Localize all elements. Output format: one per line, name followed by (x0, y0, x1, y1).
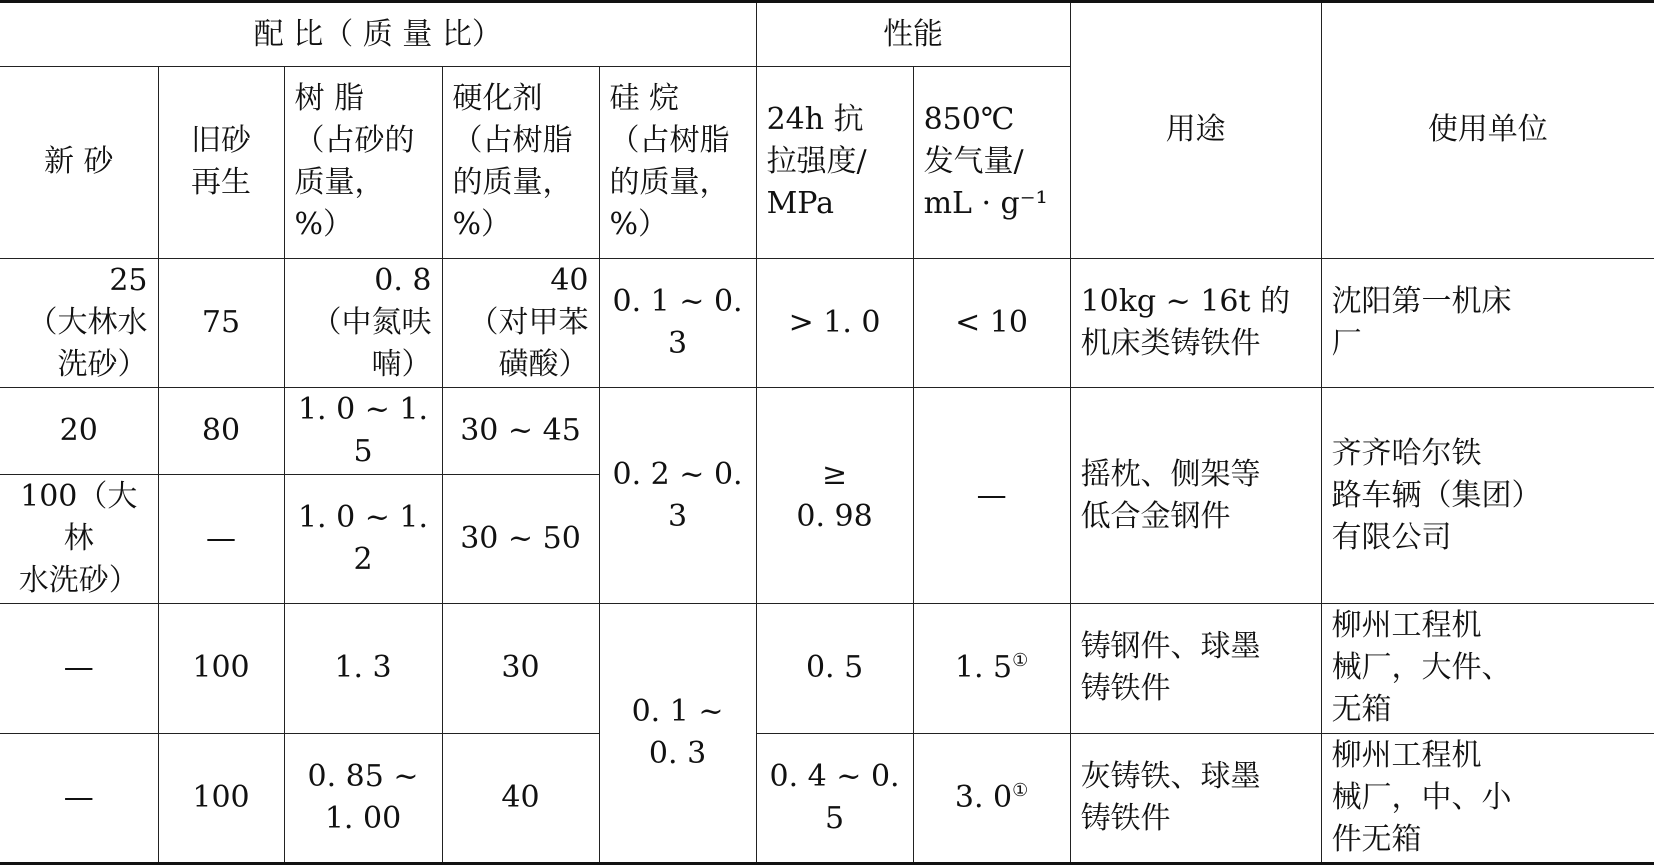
cell-resin: 1. 0 ~ 1. 2 (284, 474, 442, 603)
cell-silane: 0. 2 ~ 0. 3 (599, 388, 756, 604)
header-silane: 硅 烷 （占树脂 的质量， %） (599, 67, 756, 259)
cell-old-sand: — (158, 474, 284, 603)
cell-hardener: 30 ~ 45 (442, 388, 599, 475)
cell-old-sand: 75 (158, 258, 284, 387)
cell-resin: 1. 0 ~ 1. 5 (284, 388, 442, 475)
table-row (0, 258, 1654, 387)
cell-user-unit: 柳州工程机 械厂，大件、 无箱 (1321, 604, 1654, 733)
header-old-sand: 旧砂 再生 (158, 67, 284, 259)
table-row (0, 604, 1654, 733)
cell-tensile-strength: 0. 5 (756, 604, 913, 733)
cell-resin: 0. 85 ~ 1. 00 (284, 733, 442, 863)
cell-old-sand: 80 (158, 388, 284, 475)
cell-usage: 灰铸铁、球墨 铸铁件 (1070, 733, 1321, 863)
header-gas-evolution: 850℃ 发气量/ mL · g⁻¹ (913, 67, 1070, 259)
cell-user-unit: 齐齐哈尔铁 路车辆（集团） 有限公司 (1321, 388, 1654, 604)
cell-user-unit: 柳州工程机 械厂，中、小 件无箱 (1321, 733, 1654, 863)
cell-usage: 10kg ~ 16t 的 机床类铸铁件 (1070, 258, 1321, 387)
cell-new-sand: — (0, 604, 158, 733)
cell-new-sand: 25 （大林水 洗砂） (0, 258, 158, 387)
cell-gas-evolution (913, 733, 1070, 863)
gas-value: 3. 0 (954, 779, 1013, 815)
header-new-sand: 新 砂 (0, 67, 158, 259)
cell-silane: 0. 1 ~ 0. 3 (599, 604, 756, 864)
header-tensile-strength: 24h 抗 拉强度/ MPa (756, 67, 913, 259)
header-performance-group: 性能 (756, 2, 1070, 67)
cell-tensile-strength: ≥ 0. 98 (756, 388, 913, 604)
cell-hardener: 30 (442, 604, 599, 733)
cell-old-sand: 100 (158, 604, 284, 733)
cell-silane: 0. 1 ~ 0. 3 (599, 258, 756, 387)
cell-tensile-strength: > 1. 0 (756, 258, 913, 387)
cell-resin: 0. 8 （中氮呋 喃） (284, 258, 442, 387)
cell-old-sand: 100 (158, 733, 284, 863)
cell-usage: 铸钢件、球墨 铸铁件 (1070, 604, 1321, 733)
table-row (0, 733, 1654, 863)
cell-hardener: 30 ~ 50 (442, 474, 599, 603)
footnote-marker: ① (1012, 779, 1029, 801)
cell-hardener: 40 (442, 733, 599, 863)
gas-value: 1. 5 (954, 650, 1013, 686)
cell-usage: 摇枕、侧架等 低合金钢件 (1070, 388, 1321, 604)
cell-gas-evolution: — (913, 388, 1070, 604)
footnote-marker: ① (1012, 650, 1029, 672)
header-resin: 树 脂 （占砂的 质量， %） (284, 67, 442, 259)
cell-new-sand: — (0, 733, 158, 863)
cell-gas-evolution: < 10 (913, 258, 1070, 387)
header-ratio-group: 配 比（ 质 量 比） (0, 2, 756, 67)
table-row (0, 388, 1654, 475)
cell-tensile-strength: 0. 4 ~ 0. 5 (756, 733, 913, 863)
cell-gas-evolution (913, 604, 1070, 733)
cell-new-sand: 20 (0, 388, 158, 475)
cell-resin: 1. 3 (284, 604, 442, 733)
cell-hardener: 40 （对甲苯 磺酸） (442, 258, 599, 387)
header-hardener: 硬化剂 （占树脂 的质量， %） (442, 67, 599, 259)
header-row-1 (0, 2, 1654, 67)
header-user-unit: 使用单位 (1321, 2, 1654, 259)
header-usage: 用途 (1070, 2, 1321, 259)
cell-user-unit: 沈阳第一机床 厂 (1321, 258, 1654, 387)
cell-new-sand: 100（大林 水洗砂） (0, 474, 158, 603)
